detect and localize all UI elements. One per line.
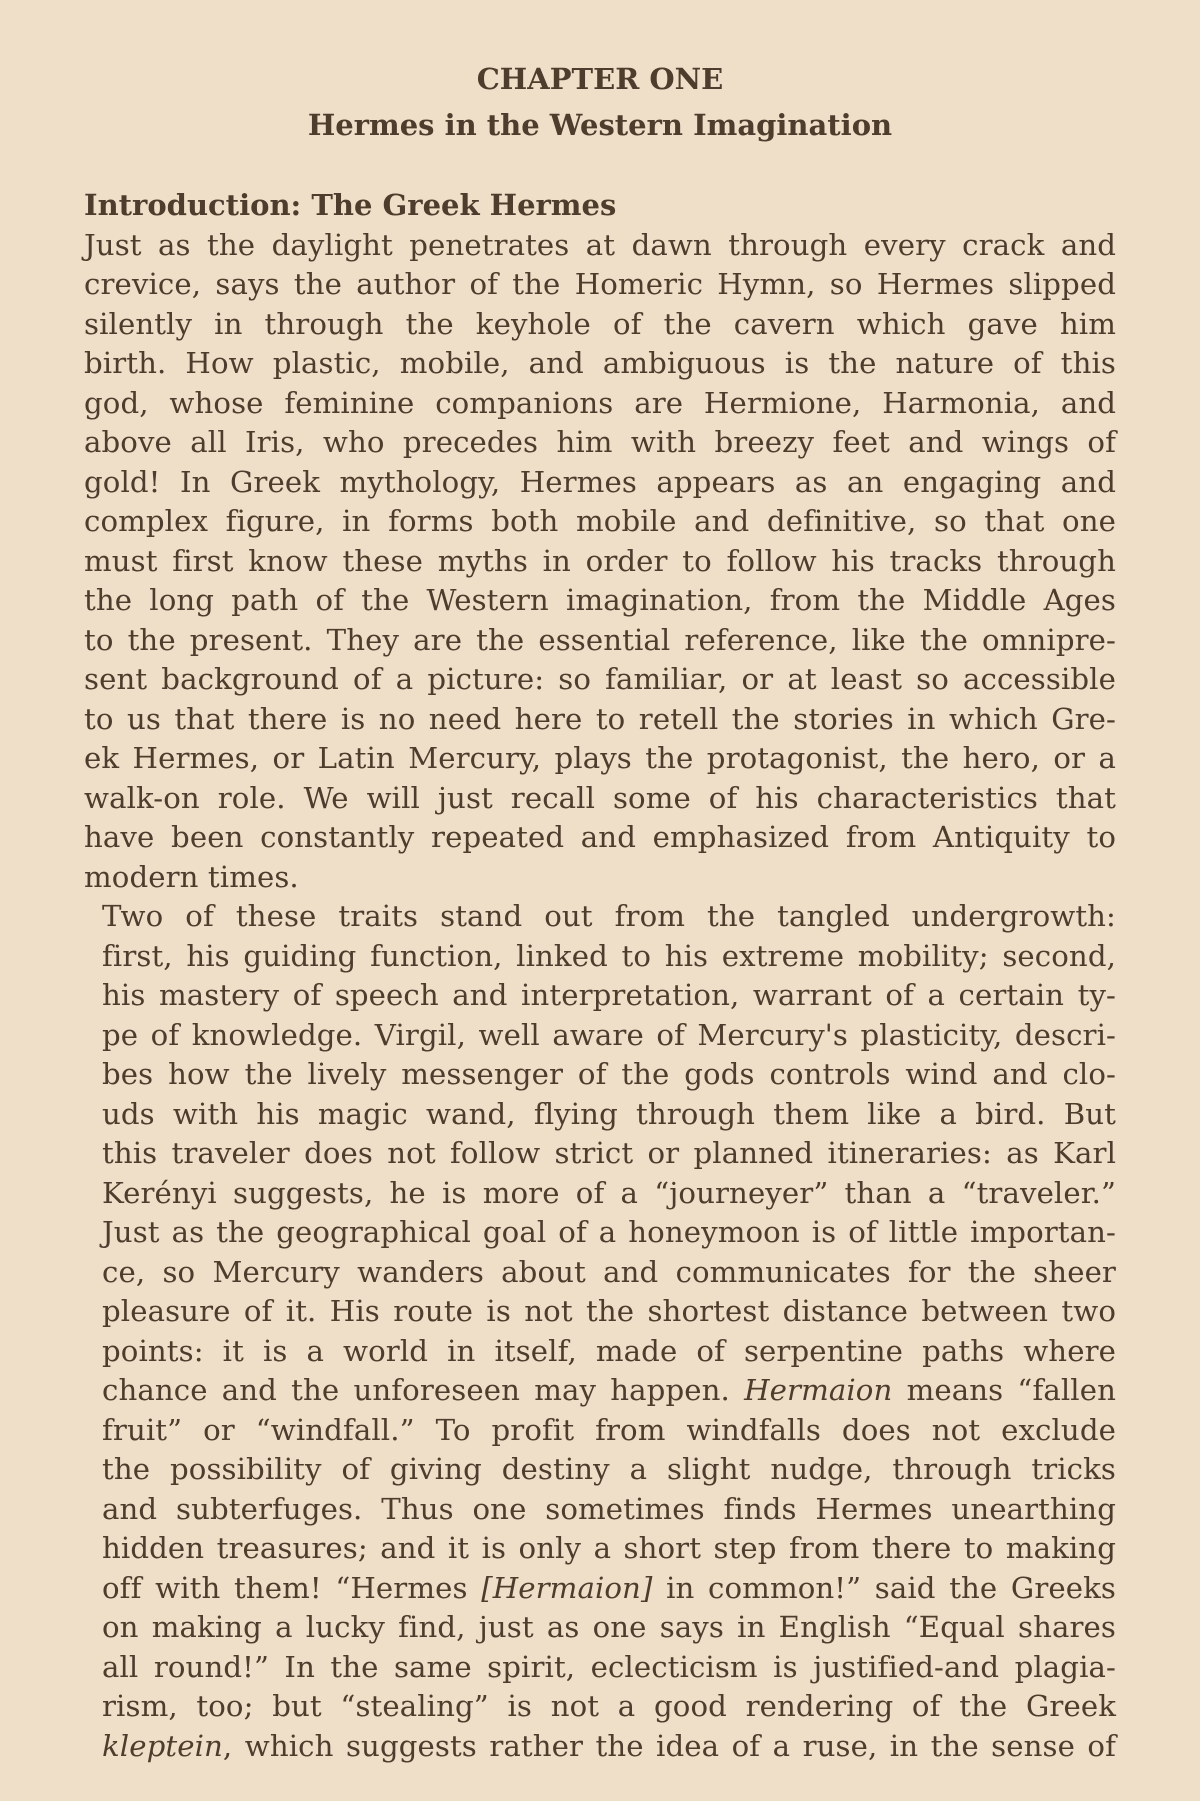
text-line: sent background of a picture: so familiar, or at least so accessible <box>84 662 1116 696</box>
text-line: Just as the geographical goal of a honeymoon is of little importan- <box>102 1215 1116 1249</box>
text-line: ek Hermes, or Latin Mercury, plays the protagonist, the hero, or a <box>84 741 1116 775</box>
text-line: ce, so Mercury wanders about and communicates for the sheer <box>102 1254 1116 1289</box>
text-fragment: in common!” said the Greeks <box>652 1570 1117 1605</box>
text-line: birth. How plastic, mobile, and ambiguous is the nature of this <box>84 346 1116 380</box>
text-line <box>84 1727 1116 1767</box>
text-line <box>84 1569 1116 1609</box>
text-line: points: it is a world in itself, made of serpentine paths where <box>102 1333 1116 1368</box>
text-line: all round!” In the same spirit, eclecticism is justified-and plagia- <box>102 1649 1116 1684</box>
text-line: to us that there is no need here to retell the stories in which Gre- <box>84 701 1116 736</box>
text-line: modern times. <box>84 859 299 894</box>
text-line: uds with his magic wand, flying through them like a bird. But <box>102 1096 1116 1131</box>
italic-term: kleptein <box>102 1728 223 1763</box>
text-line: silently in through the keyhole of the cavern which gave him <box>84 306 1116 341</box>
text-line: above all Iris, who precedes him with breezy feet and wings of <box>84 425 1116 459</box>
italic-term: Hermaion <box>744 1373 893 1407</box>
text-line: Just as the daylight penetrates at dawn through every crack and <box>84 227 1116 262</box>
paragraph-1 <box>84 226 1116 898</box>
text-line: Kerényi suggests, he is more of a “journeyer” than a “traveler.” <box>102 1175 1116 1210</box>
text-fragment: off with them! “Hermes <box>102 1570 468 1605</box>
text-line: have been constantly repeated and emphasized from Antiquity to <box>84 820 1116 854</box>
text-line: the long path of the Western imagination, from the Middle Ages <box>84 583 1116 617</box>
text-line: to the present. They are the essential reference, like the omnipre- <box>84 622 1116 657</box>
text-line: hidden treasures; and it is only a short step from there to making <box>102 1531 1116 1565</box>
text-line: gold! In Greek mythology, Hermes appears as an engaging and <box>84 464 1116 499</box>
text-line: must first know these myths in order to follow his tracks through <box>84 543 1116 578</box>
text-line: fruit” or “windfall.” To profit from windfalls does not exclude <box>102 1412 1116 1447</box>
text-fragment: chance and the unforeseen may happen. <box>102 1373 730 1407</box>
section-heading: Introduction: The Greek Hermes <box>84 188 617 222</box>
text-line: and subterfuges. Thus one sometimes finds Hermes unearthing <box>102 1491 1116 1526</box>
text-line: god, whose feminine companions are Hermione, Harmonia, and <box>84 385 1116 420</box>
text-line: pe of knowledge. Virgil, well aware of Mercury's plasticity, descri- <box>102 1017 1116 1052</box>
text-line: on making a lucky find, just as one says in English “Equal shares <box>102 1610 1116 1644</box>
text-line: rism, too; but “stealing” is not a good rendering of the Greek <box>102 1689 1116 1723</box>
text-line: bes how the lively messenger of the gods controls wind and clo- <box>102 1057 1116 1091</box>
text-line: first, his guiding function, linked to his extreme mobility; second, <box>102 938 1116 973</box>
text-line: walk-on role. We will just recall some of his characteristics that <box>84 780 1116 815</box>
text-fragment: means “fallen <box>892 1373 1116 1407</box>
text-line: pleasure of it. His route is not the shortest distance between two <box>102 1294 1116 1328</box>
text-line: crevice, says the author of the Homeric Hymn, so Hermes slipped <box>84 267 1116 301</box>
text-line: complex figure, in forms both mobile and definitive, so that one <box>84 504 1116 538</box>
text-line: his mastery of speech and interpretation, warrant of a certain ty- <box>102 978 1116 1012</box>
text-fragment: , which suggests rather the idea of a ruse, in the sense of <box>222 1728 1116 1763</box>
italic-term: [Hermaion] <box>481 1570 653 1605</box>
chapter-number: CHAPTER ONE <box>476 62 724 96</box>
chapter-title: Hermes in the Western Imagination <box>307 108 893 142</box>
text-line: this traveler does not follow strict or planned itineraries: as Karl <box>102 1136 1116 1170</box>
text-line: Two of these traits stand out from the tangled undergrowth: <box>102 899 1116 933</box>
text-line: the possibility of giving destiny a slight nudge, through tricks <box>102 1452 1116 1486</box>
text-line <box>84 1371 1116 1411</box>
paragraph-2 <box>84 897 1116 1766</box>
